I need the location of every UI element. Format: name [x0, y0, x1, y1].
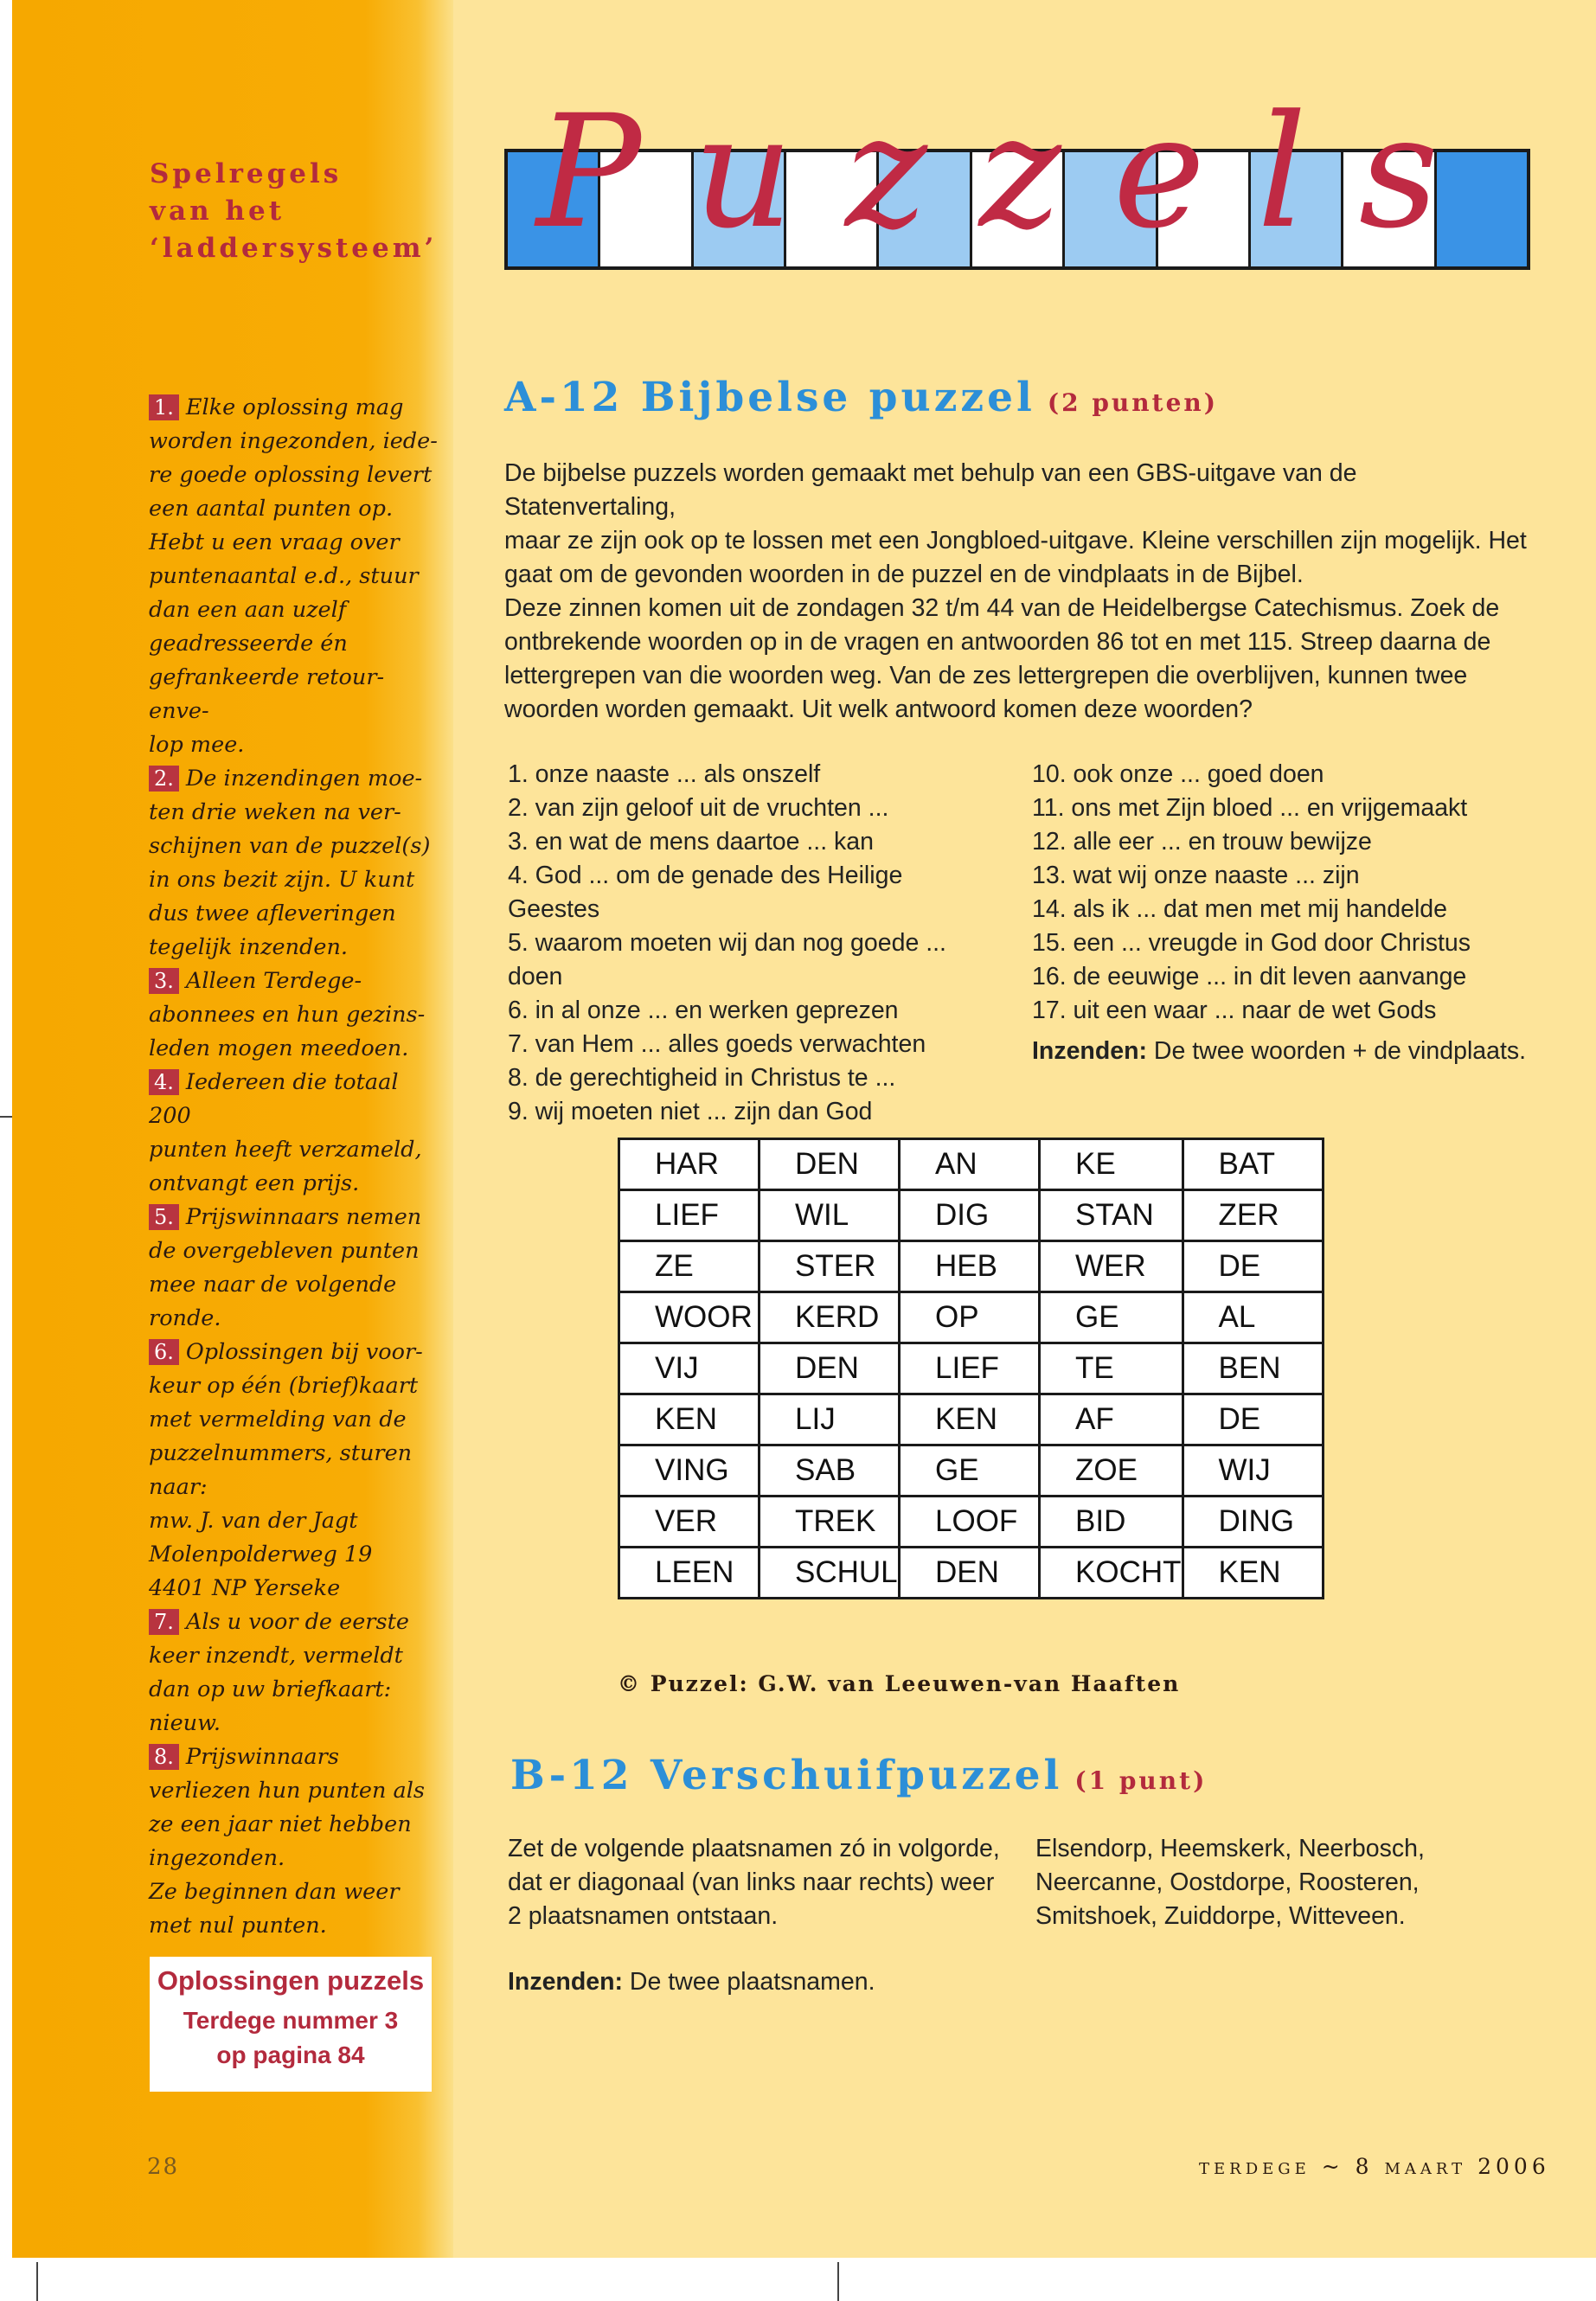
grid-row [619, 1241, 1324, 1292]
grid-cell: DE [1183, 1241, 1323, 1292]
puzzle-b-instructions: Zet de volgende plaatsnamen zó in volgorde, dat er diagonaal (van links naar rechts) weer 2 plaatsnamen ontstaan. [508, 1835, 1000, 1930]
puzzle-b-title: B-12 Verschuifpuzzel [510, 1752, 1063, 1799]
grid-cell: KERD [760, 1292, 900, 1343]
grid-cell: STAN [1040, 1190, 1183, 1241]
rule-text: Prijswinnaars nemen de overgebleven punten mee naar de volgende ronde. [149, 1204, 422, 1331]
clue-item: 17. uit een waar ... naar de wet Gods [1032, 997, 1437, 1024]
grid-cell: LEEN [619, 1548, 760, 1599]
clue-item: 16. de eeuwige ... in dit leven aanvange [1032, 963, 1467, 990]
grid-cell: WIL [760, 1190, 900, 1241]
clues-left-column [508, 758, 1001, 1129]
rule-text: Iedereen die totaal 200 punten heeft verzameld, ontvangt een prijs. [149, 1069, 422, 1196]
solutions-line-2: op pagina 84 [216, 2041, 365, 2068]
grid-row [619, 1548, 1324, 1599]
puzzle-a-title: A-12 Bijbelse puzzel [504, 374, 1035, 421]
solutions-title: Oplossingen puzzels [157, 1965, 425, 1996]
grid-row [619, 1445, 1324, 1497]
grid-cell: SCHUL [760, 1548, 900, 1599]
grid-cell: BAT [1183, 1139, 1323, 1190]
rule-number: 7. [149, 1609, 179, 1635]
puzzle-b-submit-text: De twee plaatsnamen. [623, 1968, 875, 1996]
grid-cell: GE [1040, 1292, 1183, 1343]
rule-item [149, 965, 443, 1066]
grid-cell: HEB [900, 1241, 1040, 1292]
rule-item [149, 1606, 443, 1740]
rule-number: 2. [149, 766, 179, 792]
clue-item: 9. wij moeten niet ... zijn dan God [508, 1098, 873, 1125]
rule-item [149, 1740, 443, 1943]
clue-item: 13. wat wij onze naaste ... zijn [1032, 862, 1360, 889]
grid-cell: LIEF [900, 1343, 1040, 1394]
grid-cell: WER [1040, 1241, 1183, 1292]
crop-mark-bottom-1 [36, 2262, 38, 2301]
rule-item [149, 391, 443, 762]
grid-cell: TREK [760, 1497, 900, 1548]
rule-text: De inzendingen moe- ten drie weken na ver- schijnen van de puzzel(s) in ons bezit zijn. U kunt dus twee afleveringen tegelijk inzenden. [149, 766, 431, 960]
rule-item [149, 762, 443, 965]
grid-row [619, 1394, 1324, 1445]
clues-right-column [1032, 758, 1551, 1068]
puzzle-a-submit-text: De twee woorden + de vindplaats. [1147, 1037, 1527, 1065]
banner-title: Puzzels [536, 82, 1491, 263]
puzzle-b-points: (1 punt) [1074, 1766, 1208, 1795]
crop-mark-left [0, 1116, 12, 1118]
grid-cell: VER [619, 1497, 760, 1548]
clue-item: 2. van zijn geloof uit de vruchten ... [508, 794, 889, 822]
puzzle-b-placenames: Elsendorp, Heemskerk, Neerbosch, Neercanne, Oostdorpe, Roosteren, Smitshoek, Zuiddorpe, Witteveen. [1035, 1835, 1425, 1930]
clue-item: 12. alle eer ... en trouw bewijze [1032, 828, 1372, 856]
grid-cell: HAR [619, 1139, 760, 1190]
clue-item: 11. ons met Zijn bloed ... en vrijgemaakt [1032, 794, 1468, 822]
clues-right-list [1032, 758, 1551, 1028]
grid-cell: BEN [1183, 1343, 1323, 1394]
puzzle-b-submit-label: Inzenden: [508, 1968, 623, 1996]
grid-row [619, 1343, 1324, 1394]
grid-cell: AF [1040, 1394, 1183, 1445]
rule-text: Als u voor de eerste keer inzendt, vermeldt dan op uw briefkaart: nieuw. [149, 1609, 409, 1736]
clue-item: 7. van Hem ... alles goeds verwachten [508, 1030, 926, 1058]
grid-cell: VING [619, 1445, 760, 1497]
grid-cell: TE [1040, 1343, 1183, 1394]
grid-cell: AL [1183, 1292, 1323, 1343]
page-number: 28 [147, 2154, 180, 2180]
grid-cell: KEN [900, 1394, 1040, 1445]
clue-item: 8. de gerechtigheid in Christus te ... [508, 1064, 896, 1092]
clue-item: 1. onze naaste ... als onszelf [508, 760, 821, 788]
rule-text: Elke oplossing mag worden ingezonden, iede- re goede oplossing levert een aantal punten op. Hebt u een vraag over puntenaantal e.d., stuur dan een aan uzelf geadresseerde én gefrankeerde retour-enve- lop mee. [149, 394, 438, 758]
grid-cell: LIJ [760, 1394, 900, 1445]
clue-item: 5. waarom moeten wij dan nog goede ... doen [508, 929, 946, 990]
rule-number: 5. [149, 1204, 179, 1230]
clue-item: 6. in al onze ... en werken geprezen [508, 997, 899, 1024]
grid-cell: AN [900, 1139, 1040, 1190]
rule-number: 8. [149, 1744, 179, 1770]
grid-cell: DEN [760, 1139, 900, 1190]
rule-text: Oplossingen bij voor- keur op één (brief)kaart met vermelding van de puzzelnummers, sturen naar: mw. J. van der Jagt Molenpolderweg 19 4401 NP Yerseke [149, 1339, 423, 1601]
grid-cell: WIJ [1183, 1445, 1323, 1497]
grid-cell: VIJ [619, 1343, 760, 1394]
grid-cell: DE [1183, 1394, 1323, 1445]
clue-item: 4. God ... om de genade des Heilige Geestes [508, 862, 903, 923]
page-bottom-margin [0, 2258, 1596, 2301]
grid-cell: KEN [619, 1394, 760, 1445]
solutions-box [150, 1957, 432, 2092]
rule-number: 3. [149, 968, 179, 994]
rule-item [149, 1336, 443, 1606]
clue-item: 10. ook onze ... goed doen [1032, 760, 1324, 788]
sidebar-title: Spelregels van het ‘laddersysteem’ [150, 158, 438, 264]
grid-row [619, 1190, 1324, 1241]
grid-cell: KEN [1183, 1548, 1323, 1599]
grid-cell: STER [760, 1241, 900, 1292]
rule-number: 1. [149, 394, 179, 420]
grid-cell: LIEF [619, 1190, 760, 1241]
grid-cell: ZER [1183, 1190, 1323, 1241]
puzzle-b-heading [510, 1752, 1207, 1799]
grid-cell: SAB [760, 1445, 900, 1497]
grid-row [619, 1292, 1324, 1343]
rule-number: 6. [149, 1339, 179, 1365]
grid-cell: GE [900, 1445, 1040, 1497]
grid-cell: ZOE [1040, 1445, 1183, 1497]
puzzle-a-heading [504, 374, 1218, 421]
puzzle-a-intro: De bijbelse puzzels worden gemaakt met behulp van een GBS-uitgave van de Statenvertaling, maar ze zijn ook op te lossen met een Jongbloed-uitgave. Kleine verschillen zijn mogelijk. Het gaat om de gevonden woorden in de puzzel en de vindplaats in de Bijbel. Deze zinnen komen uit de zondagen 32 t/m 44 van de Heidelbergse Catechismus. Zoek de ontbrekende woorden op in de vragen en antwoorden 86 tot en met 115. Streep daarna de lettergrepen van die woorden weg. Van de zes lettergrepen die overblijven, kunnen twee woorden worden gemaakt. Uit welk antwoord komen deze woorden? [504, 459, 1527, 723]
clue-item: 3. en wat de mens daartoe ... kan [508, 828, 875, 856]
grid-cell: DEN [900, 1548, 1040, 1599]
grid-cell: DIG [900, 1190, 1040, 1241]
grid-row [619, 1497, 1324, 1548]
grid-cell: DING [1183, 1497, 1323, 1548]
syllable-grid [618, 1138, 1324, 1599]
rule-text: Alleen Terdege- abonnees en hun gezins- leden mogen meedoen. [149, 968, 426, 1061]
solutions-line-1: Terdege nummer 3 [183, 2007, 399, 2034]
grid-cell: ZE [619, 1241, 760, 1292]
grid-cell: KOCHT [1040, 1548, 1183, 1599]
grid-cell: OP [900, 1292, 1040, 1343]
rules-list [149, 391, 443, 1943]
crop-mark-bottom-2 [837, 2262, 839, 2301]
grid-cell: KE [1040, 1139, 1183, 1190]
grid-cell: LOOF [900, 1497, 1040, 1548]
puzzle-credit: © Puzzel: G.W. van Leeuwen-van Haaften [618, 1671, 1181, 1696]
puzzle-a-submit-label: Inzenden: [1032, 1037, 1147, 1065]
clue-item: 14. als ik ... dat men met mij handelde [1032, 895, 1447, 923]
rule-item [149, 1201, 443, 1336]
grid-cell: WOOR [619, 1292, 760, 1343]
grid-row [619, 1139, 1324, 1190]
grid-cell: DEN [760, 1343, 900, 1394]
grid-cell: BID [1040, 1497, 1183, 1548]
puzzle-a-points: (2 punten) [1047, 388, 1218, 417]
rule-text: Prijswinnaars verliezen hun punten als ze een jaar niet hebben ingezonden. Ze beginnen dan weer met nul punten. [149, 1744, 425, 1939]
clue-item: 15. een ... vreugde in God door Christus [1032, 929, 1471, 957]
solutions-subtitle [150, 2003, 432, 2073]
footer-issue: terdege ~ 8 maart 2006 [1199, 2154, 1550, 2179]
puzzle-a-submit [1032, 1035, 1551, 1068]
rule-number: 4. [149, 1069, 179, 1095]
puzzle-b-submit [508, 1968, 875, 1997]
rule-item [149, 1066, 443, 1201]
